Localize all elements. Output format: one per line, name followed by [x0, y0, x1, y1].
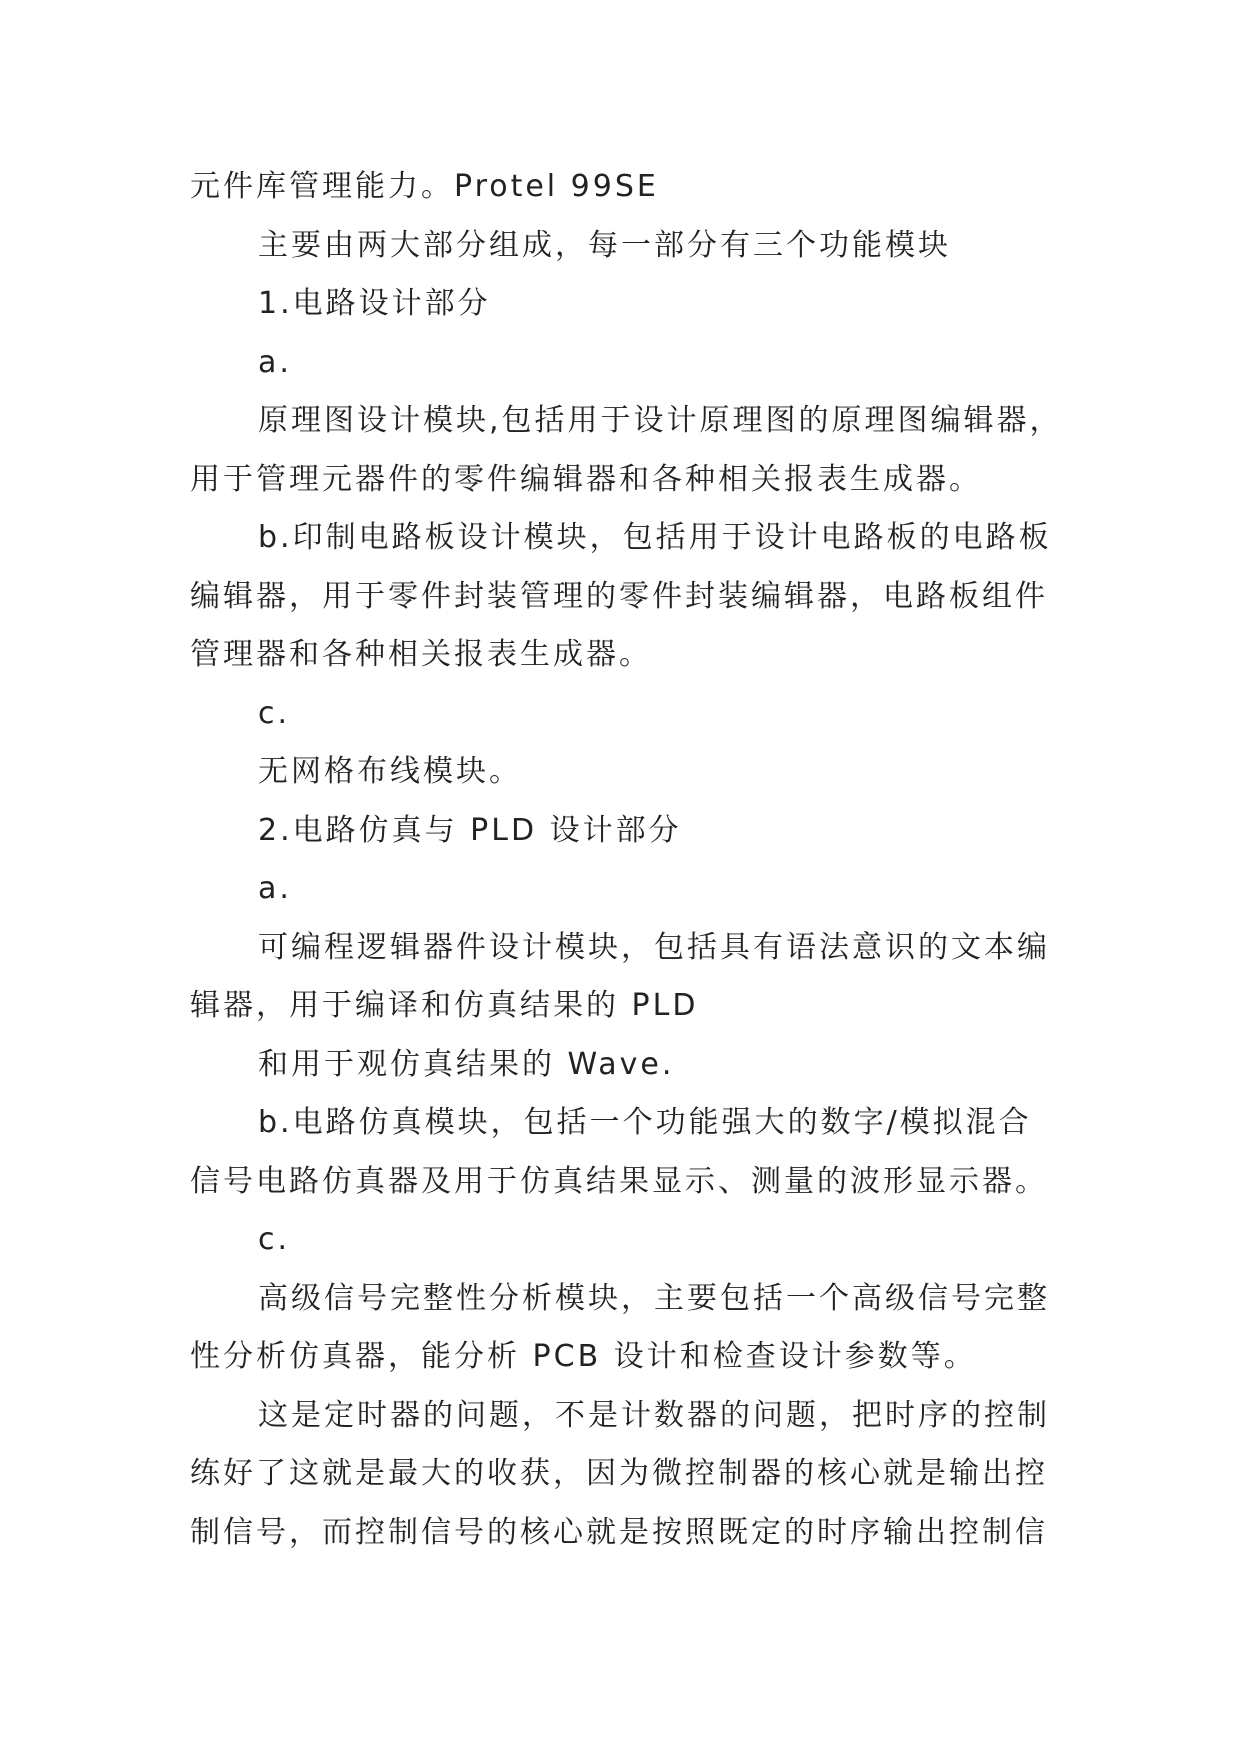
text-line: b.电路仿真模块，包括一个功能强大的数字/模拟混合 [258, 1105, 1032, 1140]
text-line: a. [258, 344, 292, 380]
text-line: 主要由两大部分组成，每一部分有三个功能模块 [258, 227, 951, 263]
text-line: 和用于观仿真结果的 Wave. [258, 1046, 675, 1082]
text-line: 性分析仿真器，能分析 PCB 设计和检查设计参数等。 [190, 1339, 977, 1374]
text-line: c. [258, 695, 291, 731]
text-line: 编辑器，用于零件封装管理的零件封装编辑器，电路板组件 [190, 578, 1048, 614]
text-line: 练好了这就是最大的收获，因为微控制器的核心就是输出控 [190, 1456, 1048, 1491]
text-line: 2.电路仿真与 PLD 设计部分 [258, 812, 682, 848]
text-line: 高级信号完整性分析模块，主要包括一个高级信号完整 [258, 1280, 1050, 1316]
text-line: 用于管理元器件的零件编辑器和各种相关报表生成器。 [190, 461, 982, 497]
text-line: 信号电路仿真器及用于仿真结果显示、测量的波形显示器。 [190, 1163, 1048, 1199]
text-line: b.印制电路板设计模块，包括用于设计电路板的电路板 [258, 520, 1052, 555]
text-line: 辑器，用于编译和仿真结果的 PLD [190, 988, 699, 1023]
text-line: c. [258, 1222, 291, 1257]
text-line: 这是定时器的问题，不是计数器的问题，把时序的控制 [258, 1397, 1050, 1433]
text-line: 无网格布线模块。 [258, 754, 522, 789]
document-body [190, 158, 1070, 1562]
text-line: a. [258, 871, 292, 906]
text-line: 元件库管理能力。Protel 99SE [190, 169, 659, 204]
text-line: 可编程逻辑器件设计模块，包括具有语法意识的文本编 [258, 929, 1050, 965]
text-line: 制信号，而控制信号的核心就是按照既定的时序输出控制信 [190, 1514, 1048, 1550]
text-line: 管理器和各种相关报表生成器。 [190, 637, 652, 672]
text-line: 1.电路设计部分 [258, 286, 491, 321]
text-line: 原理图设计模块,包括用于设计原理图的原理图编辑器， [258, 403, 1063, 438]
